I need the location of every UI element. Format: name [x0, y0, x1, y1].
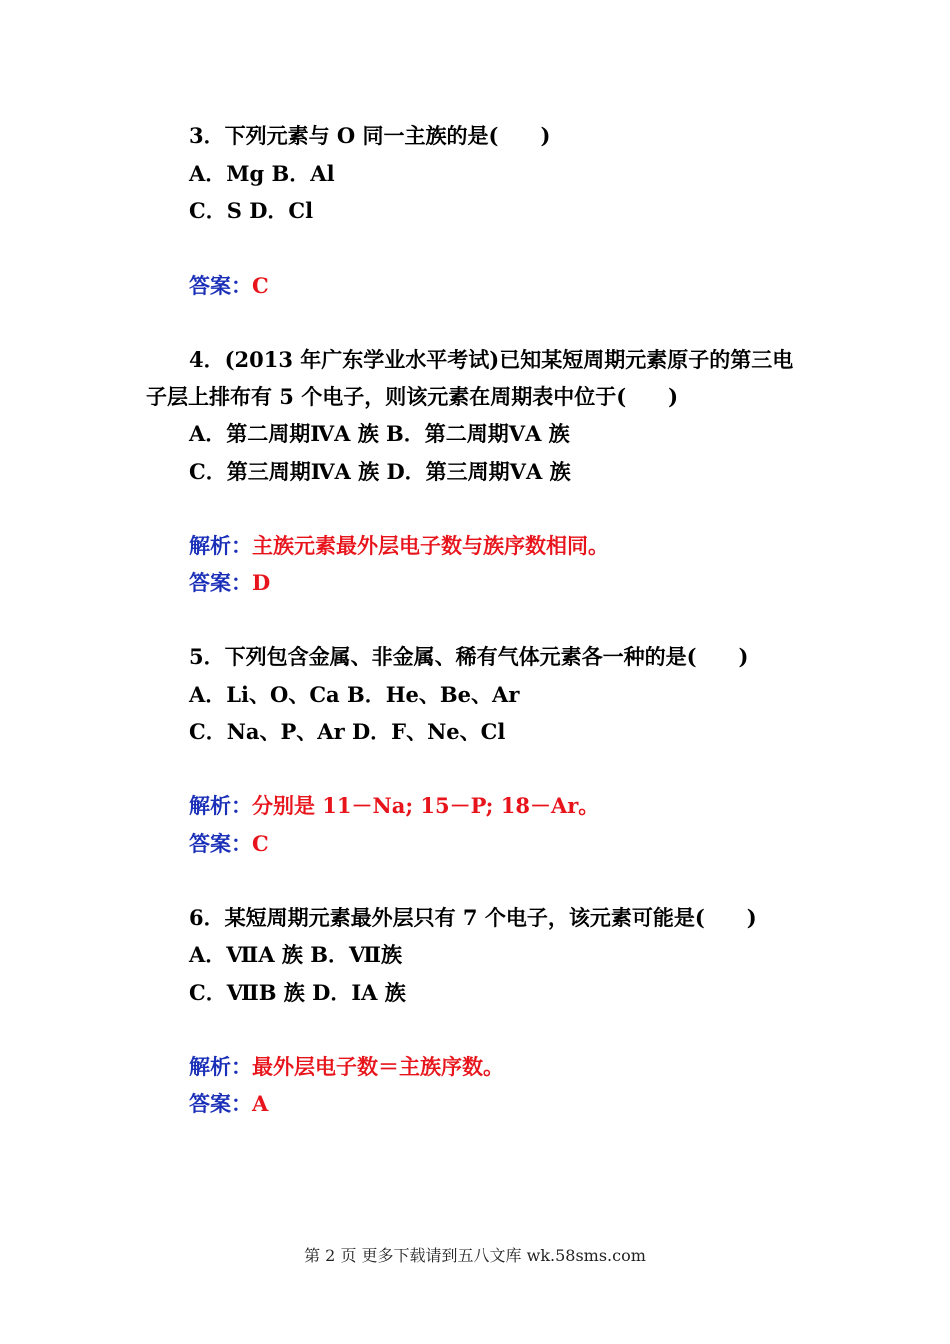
- q6-options-cd: C．ⅦB 族 D．ⅠA 族: [189, 980, 406, 1005]
- answer-value: C: [252, 273, 269, 298]
- analysis-text: 主族元素最外层电子数与族序数相同。: [252, 533, 609, 558]
- analysis-text: 分别是 11－Na; 15－P; 18－Ar。: [252, 793, 600, 818]
- q3-options-ab: A．Mg B．Al: [189, 161, 335, 186]
- q4-answer: [189, 569, 270, 597]
- q3-stem: 3．下列元素与 O 同一主族的是( ): [189, 123, 551, 148]
- q5-analysis: [189, 792, 599, 820]
- answer-label: 答案：: [189, 831, 252, 856]
- analysis-label: 解析：: [189, 533, 252, 558]
- q5-options-cd: C．Na、P、Ar D．F、Ne、Cl: [189, 719, 506, 744]
- analysis-text: 最外层电子数＝主族序数。: [252, 1054, 504, 1079]
- q6-stem: 6．某短周期元素最外层只有 7 个电子，该元素可能是( ): [189, 905, 757, 930]
- answer-label: 答案：: [189, 273, 252, 298]
- answer-value: A: [252, 1091, 269, 1116]
- q3-options-cd: C．S D．Cl: [189, 198, 314, 223]
- q5-stem: 5．下列包含金属、非金属、稀有气体元素各一种的是( ): [189, 644, 749, 669]
- answer-value: D: [252, 570, 271, 595]
- q4-options-ab: A．第二周期ⅣA 族 B．第二周期ⅤA 族: [189, 421, 570, 446]
- analysis-label: 解析：: [189, 793, 252, 818]
- q5-options-ab: A．Li、O、Ca B．He、Be、Ar: [189, 682, 520, 707]
- answer-value: C: [252, 831, 269, 856]
- q4-options-cd: C．第三周期ⅣA 族 D．第三周期ⅤA 族: [189, 459, 571, 484]
- answer-label: 答案：: [189, 1091, 252, 1116]
- q4-analysis: [189, 532, 609, 560]
- analysis-label: 解析：: [189, 1054, 252, 1079]
- q5-answer: [189, 830, 269, 858]
- q3-answer: [189, 272, 269, 300]
- answer-label: 答案：: [189, 570, 252, 595]
- q6-answer: [189, 1090, 268, 1118]
- q6-options-ab: A．ⅦA 族 B．Ⅶ族: [189, 942, 403, 967]
- q4-stem-line-1: 4．(2013 年广东学业水平考试)已知某短周期元素原子的第三电: [189, 347, 794, 372]
- q6-analysis: [189, 1053, 504, 1081]
- page-footer: 第 2 页 更多下载请到五八文库 wk.58sms.com: [304, 1246, 646, 1265]
- q4-stem-line-2: 子层上排布有 5 个电子，则该元素在周期表中位于( ): [146, 384, 679, 409]
